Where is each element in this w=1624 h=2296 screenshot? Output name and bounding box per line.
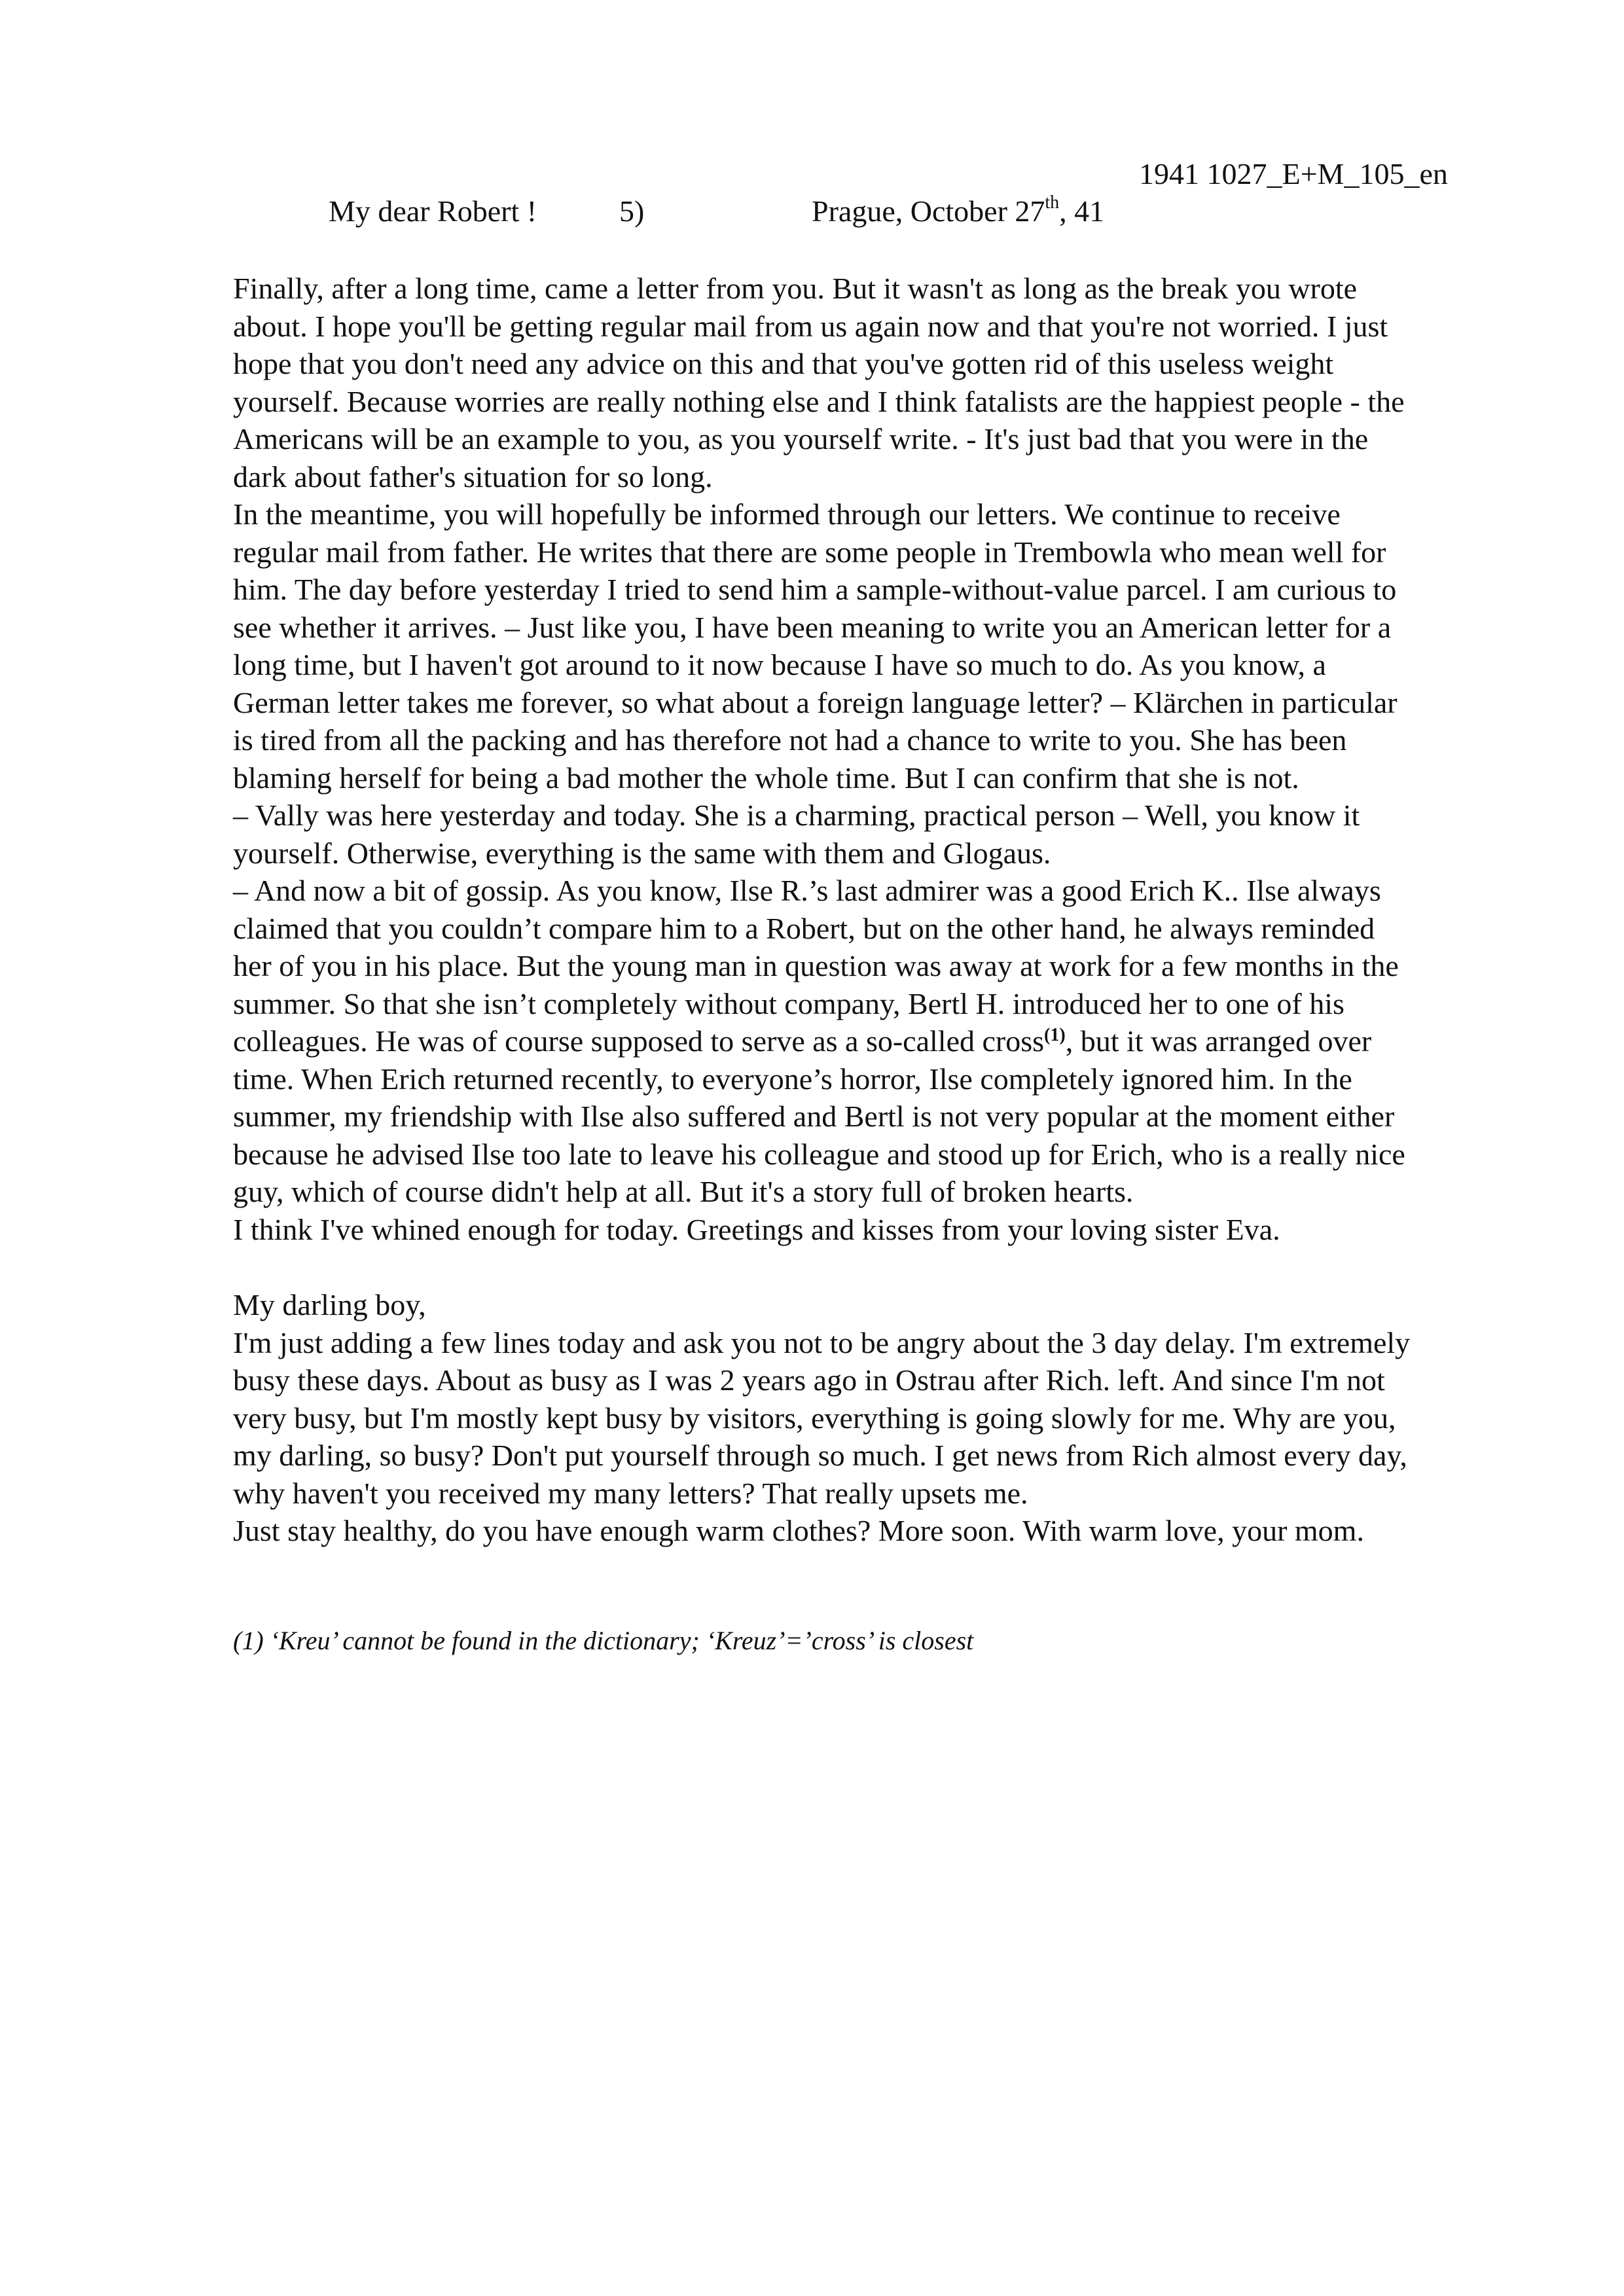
text-line: In the meantime, you will hopefully be informed through our letters. We continue to receive (233, 497, 1341, 531)
date-line (812, 193, 1104, 230)
text-line: summer. So that she isn’t completely without company, Bertl H. introduced her to one of his (233, 986, 1344, 1020)
text-line: is tired from all the packing and has therefore not had a chance to write to you. She has been (233, 723, 1347, 757)
text-line: My darling boy, (233, 1288, 426, 1321)
text-line: I think I've whined enough for today. Greetings and kisses from your loving sister Eva. (233, 1212, 1280, 1246)
text-line: dark about father's situation for so long. (233, 459, 713, 493)
letter-body-eva (233, 270, 1516, 1248)
text-line: German letter takes me forever, so what about a foreign language letter? – Klärchen in particular (233, 685, 1398, 719)
text-line: yourself. Because worries are really nothing else and I think fatalists are the happiest people - the (233, 384, 1405, 418)
text-line: hope that you don't need any advice on this and that you've gotten rid of this useless weight (233, 347, 1334, 380)
text-fragment: colleagues. He was of course supposed to serve as a so-called cross (233, 1024, 1045, 1058)
text-line: Americans will be an example to you, as you yourself write. - It's just bad that you were in the (233, 422, 1369, 456)
text-line: – Vally was here yesterday and today. She is a charming, practical person – Well, you know it (233, 798, 1360, 832)
text-line: long time, but I haven't got around to it now because I have so much to do. As you know, a (233, 648, 1326, 681)
text-line: time. When Erich returned recently, to everyone’s horror, Ilse completely ignored him. In the (233, 1062, 1352, 1096)
date-suffix: , 41 (1059, 194, 1105, 228)
text-line: busy these days. About as busy as I was 2 years ago in Ostrau after Rich. left. And since I'm not (233, 1363, 1385, 1397)
text-line: Finally, after a long time, came a letter from you. But it wasn't as long as the break you wrote (233, 272, 1358, 305)
text-line: – And now a bit of gossip. As you know, Ilse R.’s last admirer was a good Erich K.. Ilse always (233, 874, 1381, 907)
text-line: Just stay healthy, do you have enough warm clothes? More soon. With warm love, your mom. (233, 1514, 1364, 1547)
footnote-reference: (1) (1044, 1025, 1066, 1045)
salutation: My dear Robert ! (329, 194, 537, 228)
text-line: because he advised Ilse too late to leave his colleague and stood up for Erich, who is a really nice (233, 1137, 1405, 1171)
letter-number: 5) (619, 194, 645, 228)
text-line: I'm just adding a few lines today and ask you not to be angry about the 3 day delay. I'm extremely (233, 1325, 1411, 1359)
text-line: blaming herself for being a bad mother the whole time. But I can confirm that she is not. (233, 761, 1299, 795)
text-line: him. The day before yesterday I tried to send him a sample-without-value parcel. I am curious to (233, 573, 1397, 606)
text-line: see whether it arrives. – Just like you, I have been meaning to write you an American letter for a (233, 610, 1392, 644)
letter-body-mom (233, 1286, 1516, 1550)
footnote: (1) ‘Kreu’ cannot be found in the dictionary; ‘Kreuz’=’cross’ is closest (233, 1626, 974, 1655)
text-line: summer, my friendship with Ilse also suffered and Bertl is not very popular at the moment either (233, 1100, 1395, 1133)
text-line: about. I hope you'll be getting regular mail from us again now and that you're not worried. I just (233, 309, 1388, 343)
text-line: my darling, so busy? Don't put yourself through so much. I get news from Rich almost every day, (233, 1439, 1407, 1472)
document-id: 1941 1027_E+M_105_en (1139, 157, 1448, 190)
text-line: claimed that you couldn’t compare him to a Robert, but on the other hand, he always reminded (233, 911, 1375, 945)
text-fragment: , but it was arranged over (1065, 1024, 1372, 1058)
date-superscript: th (1045, 192, 1060, 213)
text-line: guy, which of course didn't help at all. But it's a story full of broken hearts. (233, 1175, 1134, 1208)
text-line: why haven't you received my many letters? That really upsets me. (233, 1476, 1028, 1510)
text-line: regular mail from father. He writes that there are some people in Trembowla who mean well for (233, 535, 1386, 569)
text-line: yourself. Otherwise, everything is the same with them and Glogaus. (233, 836, 1051, 870)
text-line: her of you in his place. But the young man in question was away at work for a few months in the (233, 949, 1399, 982)
text-line: very busy, but I'm mostly kept busy by visitors, everything is going slowly for me. Why are you, (233, 1401, 1396, 1435)
date-prefix: Prague, October 27 (812, 194, 1045, 228)
text-line-with-footnote-ref (233, 1022, 1516, 1060)
